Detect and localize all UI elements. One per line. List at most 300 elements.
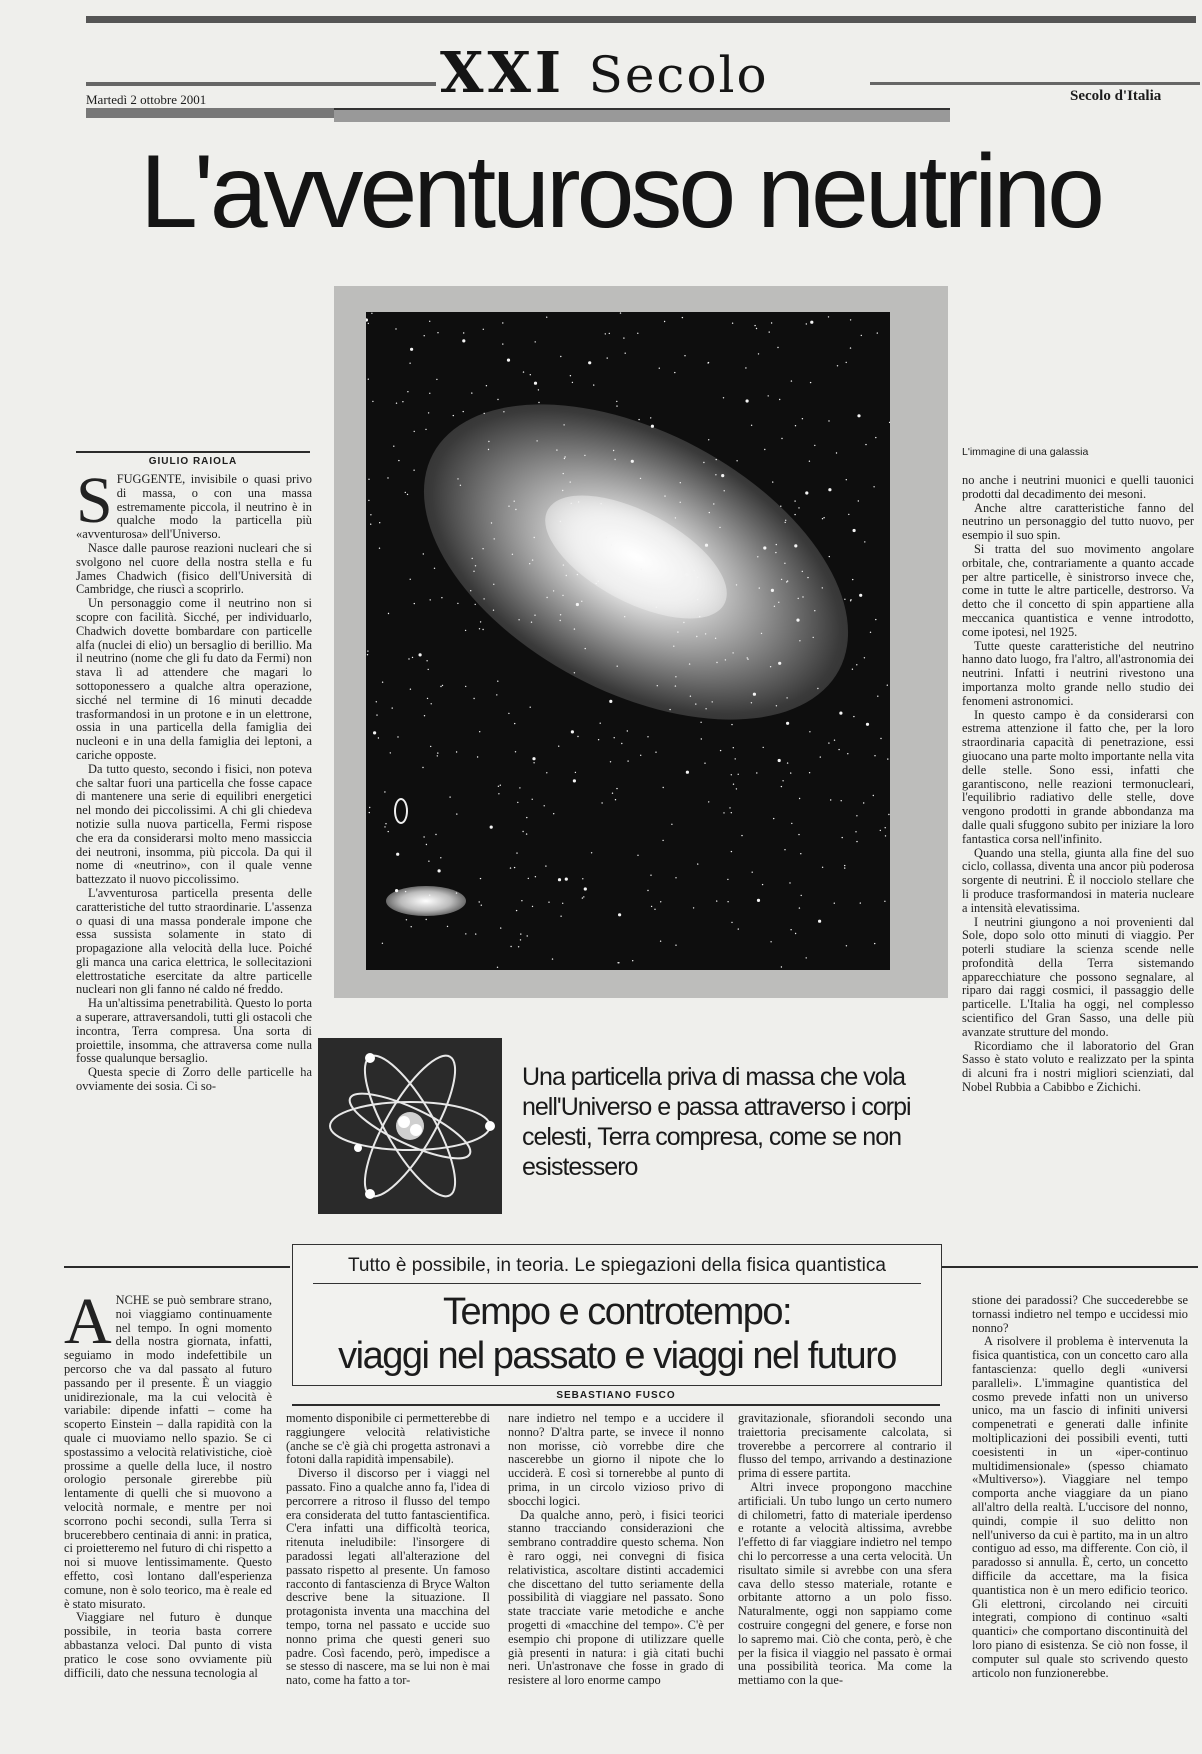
star bbox=[410, 689, 411, 690]
star bbox=[817, 688, 818, 689]
star bbox=[757, 899, 760, 902]
star bbox=[731, 812, 732, 813]
star bbox=[436, 379, 437, 380]
star bbox=[412, 657, 413, 658]
star bbox=[716, 900, 717, 901]
star bbox=[778, 759, 781, 762]
star bbox=[512, 554, 513, 555]
star bbox=[434, 568, 435, 569]
star bbox=[574, 672, 575, 673]
star bbox=[756, 328, 757, 329]
star bbox=[601, 802, 602, 803]
star bbox=[471, 392, 472, 393]
star bbox=[393, 446, 394, 447]
article2-title-line2: viaggi nel passato e viaggi nel futuro bbox=[338, 1335, 896, 1377]
star bbox=[850, 347, 851, 348]
star bbox=[677, 631, 678, 632]
star bbox=[680, 502, 681, 503]
star bbox=[761, 633, 762, 634]
star bbox=[605, 333, 606, 334]
star bbox=[598, 581, 599, 582]
article2-column-b bbox=[286, 1412, 490, 1708]
star bbox=[584, 455, 585, 456]
star bbox=[440, 686, 441, 687]
star bbox=[465, 686, 466, 687]
star bbox=[515, 509, 516, 510]
star bbox=[856, 841, 857, 842]
star bbox=[795, 933, 796, 934]
article1-col1-p3: Un personaggio come il neutrino non si scopre con facilità. Sicché, per individuarlo, Chadwich dovette bombardare con particelle alfa (nuclei di elio) un bersaglio di berillio. Ma il neutrino (nome che gli fu dato da Fermi) non stava lì ad attendere che magari lo sottoponessero a qualche altra operazione, sicché nel termine di 16 minuti decadde trasformandosi in un protone e in un elettrone, ossia in una particella della famiglia dei nucleoni e in una della famiglia dei leptoni, a cariche opposte. bbox=[76, 596, 312, 762]
star bbox=[874, 755, 875, 756]
star bbox=[822, 518, 823, 519]
star bbox=[850, 319, 851, 320]
star bbox=[781, 966, 782, 967]
star bbox=[650, 875, 651, 876]
star bbox=[705, 633, 706, 634]
star bbox=[593, 384, 594, 385]
atom-illustration bbox=[318, 1038, 502, 1214]
star bbox=[781, 579, 782, 580]
star bbox=[814, 610, 815, 611]
article-byline: GIULIO RAIOLA bbox=[148, 456, 238, 467]
star bbox=[809, 731, 810, 732]
star bbox=[407, 391, 408, 392]
star bbox=[479, 901, 480, 902]
star bbox=[408, 658, 409, 659]
star bbox=[616, 788, 617, 789]
section-rule-left bbox=[64, 1266, 290, 1268]
star bbox=[441, 597, 442, 598]
star bbox=[533, 762, 534, 763]
star bbox=[736, 584, 737, 585]
star bbox=[497, 967, 498, 968]
article1-deck: Una particella priva di massa che vola nell'Universo e passa attraverso i corpi celesti, Terra compresa, come se non esistessero bbox=[522, 1063, 911, 1181]
masthead-bar-left bbox=[86, 108, 346, 118]
article1-column-right bbox=[962, 474, 1194, 1218]
star bbox=[802, 596, 803, 597]
article1-col2-p3: Si tratta del suo movimento angolare orbitale, che, contrariamente a quanto accade per altre particelle, è sinistrorso invece che, come in tutte le altre particelle, destrorso. Va detto che il concetto di spin appartiene alla meccanica quantistica e venne introdotto, come ipotesi, nel 1925. bbox=[962, 541, 1194, 639]
star bbox=[546, 597, 547, 598]
star bbox=[475, 604, 476, 605]
star bbox=[405, 492, 406, 493]
star bbox=[591, 852, 592, 853]
article2-cold-p2: Altri invece propongono macchine artificiali. Un tubo lungo un certo numero di chilometri, fatto di materiale iperdenso e rotante a velocità altissima, avrebbe l'effetto di far viaggiare indietro nel tempo chi lo percorresse a una certa velocità. Un risultato simile si avrebbe con una sfera cava dello stesso materiale, rotante e orbitante attorno a un polo fisso. Naturalmente, oggi non sappiamo come costruire congegni del genere, e forse non lo sapremo mai. Ciò che conta, però, è che per la fisica il viaggio nel passato è ormai una possibilità teorica. Ma come la mettiamo con la que- bbox=[738, 1479, 952, 1688]
star bbox=[732, 323, 733, 324]
star bbox=[516, 910, 517, 911]
star bbox=[646, 581, 647, 582]
star bbox=[437, 332, 438, 333]
star bbox=[515, 751, 516, 752]
star bbox=[799, 798, 800, 799]
star bbox=[778, 662, 781, 665]
star bbox=[684, 355, 685, 356]
star bbox=[764, 449, 765, 450]
star bbox=[651, 906, 652, 907]
star bbox=[388, 831, 389, 832]
star bbox=[675, 517, 676, 518]
star bbox=[367, 654, 368, 655]
star bbox=[790, 929, 791, 930]
star bbox=[507, 359, 510, 362]
star bbox=[651, 425, 654, 428]
star bbox=[392, 707, 393, 708]
star bbox=[385, 823, 386, 824]
star bbox=[426, 919, 427, 920]
star bbox=[809, 772, 810, 773]
star bbox=[650, 417, 651, 418]
article2-colc-p1: nare indietro nel tempo e a uccidere il nonno? D'altra parte, se invece il nonno non morisse, ciò vorrebbe dire che nascerebbe un giorno il nipote che lo ucciderà. E così si tornerebbe al punto di prima, in un circolo vizioso privo di sbocchi logici. bbox=[508, 1412, 724, 1508]
star bbox=[807, 577, 808, 578]
star bbox=[794, 500, 795, 501]
star bbox=[405, 891, 406, 892]
star bbox=[839, 712, 842, 715]
star bbox=[437, 752, 438, 753]
star bbox=[463, 411, 464, 412]
star bbox=[713, 503, 714, 504]
star bbox=[616, 401, 617, 402]
star bbox=[482, 548, 483, 549]
star bbox=[563, 424, 564, 425]
star bbox=[822, 587, 823, 588]
star bbox=[430, 746, 431, 747]
star bbox=[435, 834, 436, 835]
issue-date: Martedì 2 ottobre 2001 bbox=[86, 92, 207, 107]
star bbox=[563, 473, 564, 474]
star bbox=[669, 709, 670, 710]
star bbox=[741, 835, 742, 836]
star bbox=[822, 867, 823, 868]
star bbox=[829, 556, 830, 557]
star bbox=[785, 522, 786, 523]
star bbox=[460, 485, 461, 486]
star bbox=[657, 685, 658, 686]
star bbox=[583, 896, 584, 897]
star bbox=[705, 708, 706, 709]
star bbox=[529, 563, 530, 564]
star bbox=[479, 731, 480, 732]
star bbox=[409, 363, 410, 364]
star bbox=[532, 799, 533, 800]
star bbox=[553, 590, 554, 591]
star bbox=[535, 876, 536, 877]
star bbox=[805, 491, 808, 494]
star bbox=[430, 599, 431, 600]
article1-col1-p7: Questa specie di Zorro delle particelle ha ovviamente dei sosia. Ci so- bbox=[76, 1065, 312, 1094]
star bbox=[570, 375, 571, 376]
star bbox=[735, 758, 736, 759]
star bbox=[774, 606, 775, 607]
star bbox=[637, 855, 638, 856]
star bbox=[796, 619, 799, 622]
star bbox=[428, 412, 429, 413]
star bbox=[538, 402, 539, 403]
star bbox=[784, 563, 785, 564]
star bbox=[546, 317, 547, 318]
star bbox=[438, 869, 441, 872]
star bbox=[395, 889, 398, 892]
star bbox=[866, 723, 869, 726]
star bbox=[852, 669, 853, 670]
star bbox=[548, 902, 549, 903]
star bbox=[768, 395, 769, 396]
star bbox=[638, 419, 639, 420]
star bbox=[757, 556, 758, 557]
article1-dropcap: S bbox=[76, 473, 113, 537]
star bbox=[751, 702, 752, 703]
star bbox=[532, 559, 533, 560]
star bbox=[491, 522, 492, 523]
star bbox=[844, 867, 845, 868]
star bbox=[388, 613, 389, 614]
star bbox=[465, 630, 466, 631]
star bbox=[654, 909, 655, 910]
star bbox=[530, 707, 531, 708]
star bbox=[673, 646, 674, 647]
star bbox=[472, 558, 473, 559]
star bbox=[875, 437, 876, 438]
photo-caption: L'immagine di una galassia bbox=[962, 446, 1089, 458]
star bbox=[697, 599, 698, 600]
star bbox=[425, 429, 426, 430]
star bbox=[481, 905, 482, 906]
article1-col2-p4: Tutte queste caratteristiche del neutrino hanno dato luogo, fra l'altro, all'astronomia dei neutrini. Infatti i neutrini rivestono una importanza molto grande nello studio dei fenomeni astronomici. bbox=[962, 638, 1194, 708]
masthead-secolo: Secolo bbox=[588, 46, 769, 104]
star bbox=[660, 941, 661, 942]
star bbox=[715, 474, 716, 475]
star bbox=[754, 325, 755, 326]
star bbox=[631, 460, 634, 463]
star bbox=[588, 361, 591, 364]
star bbox=[731, 922, 732, 923]
article2-column-c bbox=[508, 1412, 724, 1708]
star bbox=[847, 753, 848, 754]
star bbox=[751, 425, 752, 426]
star bbox=[368, 500, 369, 501]
star bbox=[378, 737, 379, 738]
star bbox=[809, 461, 810, 462]
star bbox=[627, 730, 628, 731]
star bbox=[799, 640, 800, 641]
star bbox=[823, 517, 824, 518]
star bbox=[514, 723, 515, 724]
star bbox=[664, 321, 665, 322]
star bbox=[784, 849, 785, 850]
star bbox=[598, 739, 599, 740]
star bbox=[888, 814, 889, 815]
star bbox=[564, 456, 565, 457]
star bbox=[770, 666, 771, 667]
star bbox=[373, 731, 376, 734]
article1-col2-p7: I neutrini giungono a noi provenienti dal Sole, dopo solo otto minuti di viaggio. Per poterli studiare la scienza scende nelle profondità della Terra sistemando apparecchiature che possono segnalare, al riparo dai raggi cosmici, il passaggio delle particelle. L'Italia ha oggi, nel complesso scientifico del Gran Sasso, una delle più avanzate strutture del mondo. bbox=[962, 914, 1194, 1039]
star bbox=[618, 962, 619, 963]
star bbox=[376, 701, 377, 702]
star bbox=[660, 901, 661, 902]
star bbox=[675, 685, 676, 686]
star bbox=[787, 762, 788, 763]
star bbox=[724, 490, 725, 491]
top-rule bbox=[86, 16, 1196, 23]
star bbox=[801, 895, 802, 896]
star bbox=[621, 743, 622, 744]
star bbox=[480, 878, 481, 879]
star bbox=[465, 933, 466, 934]
star bbox=[770, 941, 771, 942]
star bbox=[431, 703, 432, 704]
star bbox=[382, 682, 383, 683]
star bbox=[889, 422, 890, 423]
star bbox=[828, 420, 829, 421]
star bbox=[623, 337, 624, 338]
star bbox=[828, 742, 829, 743]
star bbox=[846, 945, 847, 946]
star bbox=[775, 552, 776, 553]
star bbox=[379, 548, 380, 549]
star bbox=[498, 793, 499, 794]
article2-byline: SEBASTIANO FUSCO bbox=[556, 1390, 676, 1401]
star bbox=[413, 470, 414, 471]
star bbox=[776, 544, 777, 545]
star bbox=[577, 736, 578, 737]
star bbox=[614, 737, 615, 738]
star bbox=[483, 598, 484, 599]
star bbox=[756, 772, 757, 773]
star bbox=[736, 460, 737, 461]
masthead-bar-center bbox=[334, 108, 950, 122]
article1-col1-p5: L'avventurosa particella presenta delle caratteristiche del tutto straordinarie. L'assenza o quasi di una massa ponderale impone che essa sussista solamente in stato di propagazione alla velocità della luce. Poiché gli manca una carica elettrica, le sollecitazioni elettrostatiche esercitate da altre particelle nucleari non gli fanno né caldo né freddo. bbox=[76, 885, 312, 997]
star bbox=[519, 787, 520, 788]
article2-kicker: Tutto è possibile, in teoria. Le spiegazioni della fisica quantistica bbox=[348, 1255, 886, 1276]
kicker-rule bbox=[313, 1283, 921, 1284]
star bbox=[786, 581, 787, 582]
article1-col2-p8: Ricordiamo che il laboratorio del Gran Sasso è stato voluto e realizzato per la spinta di alcuni fra i nostri migliori scienziati, dal Nobel Rubbia a Cabibbo e Zichichi. bbox=[962, 1038, 1194, 1095]
star bbox=[884, 901, 885, 902]
star bbox=[762, 884, 763, 885]
star bbox=[875, 619, 876, 620]
star bbox=[424, 335, 425, 336]
star bbox=[758, 353, 759, 354]
star bbox=[860, 902, 861, 903]
star bbox=[675, 676, 676, 677]
article2-colc-p2: Da qualche anno, però, i fisici teorici stanno tracciando considerazioni che sembrano contraddire questo schema. Non è raro oggi, nei convegni di fisica relativistica, ascoltare distinti accademici che discettano del tutto seriamente della possibilità di viaggiare nel passato. Sono state tracciate varie metodiche e anche progetti di «macchine del tempo». C'è per esempio chi propone di utilizzare quelle già presenti in natura: i già citati buchi neri. Un'astronave che fosse in grado di resistere al loro enorme campo bbox=[508, 1507, 724, 1688]
star bbox=[781, 438, 782, 439]
star bbox=[880, 830, 881, 831]
star bbox=[675, 877, 676, 878]
star bbox=[733, 784, 734, 785]
star bbox=[536, 440, 537, 441]
star bbox=[814, 445, 815, 446]
article2-column-e bbox=[972, 1294, 1188, 1708]
star bbox=[556, 449, 557, 450]
star bbox=[502, 322, 503, 323]
star bbox=[615, 799, 616, 800]
star bbox=[786, 722, 789, 725]
star bbox=[368, 323, 369, 324]
star bbox=[368, 479, 369, 480]
star bbox=[675, 945, 676, 946]
article1-col2-p2: Anche altre caratteristiche fanno del neutrino un personaggio del tutto nuovo, per esempio il suo spin. bbox=[962, 500, 1194, 543]
star bbox=[407, 494, 408, 495]
star bbox=[853, 529, 856, 532]
star bbox=[577, 574, 578, 575]
star bbox=[759, 587, 760, 588]
star bbox=[781, 786, 782, 787]
star bbox=[429, 895, 430, 896]
star bbox=[490, 826, 493, 829]
star bbox=[877, 332, 878, 333]
star bbox=[873, 795, 874, 796]
star bbox=[856, 664, 857, 665]
article2-dropcap: A bbox=[64, 1294, 112, 1358]
star bbox=[686, 771, 689, 774]
star bbox=[772, 481, 773, 482]
article2-title-line1: Tempo e controtempo: bbox=[442, 1291, 792, 1333]
star bbox=[870, 632, 871, 633]
star bbox=[777, 347, 778, 348]
star bbox=[716, 662, 717, 663]
star bbox=[700, 722, 701, 723]
star bbox=[844, 599, 845, 600]
star bbox=[518, 619, 519, 620]
star bbox=[387, 477, 388, 478]
article1-col1-p6: Ha un'altissima penetrabilità. Questo lo porta a superare, attraversandoli, tutti gli ostacoli che incontra, Terra compresa. Una sorta di proiettile, insomma, che attraversa come nulla fosse qualunque bersaglio. bbox=[76, 996, 312, 1066]
star bbox=[582, 878, 583, 879]
star bbox=[571, 503, 572, 504]
star bbox=[731, 851, 732, 852]
star bbox=[712, 701, 713, 702]
star bbox=[729, 807, 730, 808]
star bbox=[733, 747, 734, 748]
star bbox=[379, 522, 380, 523]
star bbox=[397, 736, 398, 737]
article1-col2-p6: Quando una stella, giunta alla fine del suo ciclo, collassa, diventa una ancor più poderosa sorgente di neutrini. È il nocciolo stellare che li produce trasformandosi in materia nucleare a intensità elevatissima. bbox=[962, 845, 1194, 915]
star bbox=[575, 772, 576, 773]
star bbox=[510, 867, 511, 868]
star bbox=[475, 565, 476, 566]
star bbox=[564, 458, 565, 459]
section-rule-right bbox=[942, 1266, 1198, 1268]
star bbox=[423, 836, 424, 837]
star bbox=[410, 579, 411, 580]
star bbox=[560, 356, 561, 357]
star bbox=[695, 703, 696, 704]
star bbox=[769, 331, 770, 332]
star bbox=[795, 425, 796, 426]
star bbox=[656, 607, 657, 608]
star bbox=[885, 827, 886, 828]
star bbox=[532, 757, 535, 760]
star bbox=[842, 837, 843, 838]
star bbox=[426, 844, 427, 845]
star bbox=[820, 756, 821, 757]
star bbox=[632, 960, 633, 961]
star bbox=[848, 514, 849, 515]
star bbox=[794, 514, 795, 515]
star bbox=[484, 413, 485, 414]
star bbox=[752, 872, 753, 873]
star bbox=[488, 441, 489, 442]
star bbox=[558, 878, 561, 881]
star bbox=[578, 501, 579, 502]
article2-cole-p2: A risolvere il problema è intervenuta la fisica quantistica, con un concetto caro alla fantascienza: quello degli «universi paralleli». L'immagine quantistica del cosmo prevede infatti non un universo unico, ma un fascio di infiniti universi compenetrati e generati dalle infinite moltiplicazioni dei possibili eventi, tutti coesistenti in un «iper-continuo multidimensionale» (spesso chiamato «Multiverso»). Viaggiare nel tempo comporta anche viaggiare da un piano all'altro della realtà. L'uccisore del nonno, quindi, compie il suo delitto non nell'universo da cui è partito, ma in un altro contiguo ad esso, ma differente. Con ciò, il paradosso si annulla. È, certo, un concetto difficile da accettare, ma la fisica quantistica non è un mero edificio teorico. Gli elettroni, circolando nei circuiti integrati, compiono di continuo «salti quantici» che comportano discontinuità del loro piano di esistenza. Se ciò non fosse, il computer sul quale sto scrivendo questo articolo non funzionerebbe. bbox=[972, 1334, 1188, 1680]
star bbox=[778, 602, 779, 603]
star bbox=[414, 431, 415, 432]
star bbox=[449, 796, 450, 797]
star bbox=[398, 460, 399, 461]
star bbox=[834, 903, 835, 904]
star bbox=[558, 746, 559, 747]
star bbox=[705, 544, 708, 547]
star bbox=[456, 813, 457, 814]
